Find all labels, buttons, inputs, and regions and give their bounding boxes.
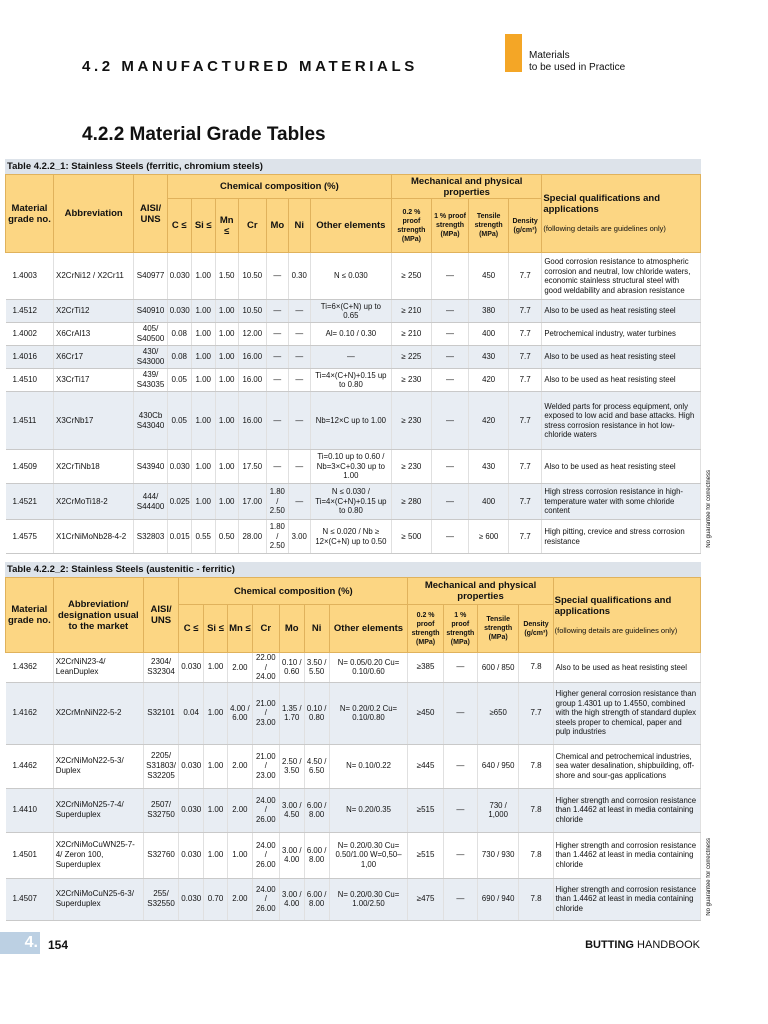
- table-cell: ≥385: [408, 653, 443, 683]
- table-cell: X2CrNiMoN22-5-3/ Duplex: [53, 744, 143, 788]
- side-label-line2: to be used in Practice: [529, 62, 626, 73]
- table-cell: 16.00: [238, 346, 266, 369]
- table-row: [6, 832, 701, 878]
- table-cell: 4.00 / 6.00: [227, 682, 252, 744]
- table-cell: ≥515: [408, 788, 443, 832]
- header-mechanical: Mechanical and physical properties: [408, 578, 553, 605]
- table-cell: 7.7: [508, 253, 541, 300]
- header-chemical: Chemical composition (%): [167, 175, 391, 199]
- table-cell: —: [288, 484, 310, 520]
- header-mn: Mn ≤: [227, 605, 252, 653]
- table-cell: 0.05: [167, 392, 191, 450]
- table-cell: 1.00: [191, 253, 215, 300]
- table-cell: X6Cr17: [54, 346, 134, 369]
- table-cell: X3CrNb17: [54, 392, 134, 450]
- table-cell: 24.00 / 26.00: [252, 788, 279, 832]
- table-cell: Chemical and petrochemical industries, sea water desalination, shipbuilding, off-shore and sour-gas applications: [553, 744, 700, 788]
- table-cell: 1.00: [215, 300, 238, 323]
- section-title: 4.2.2 Material Grade Tables: [82, 124, 326, 145]
- table-cell: Nb=12×C up to 1.00: [310, 392, 391, 450]
- table-ferritic: [5, 159, 701, 554]
- table-cell: N= 0.20/0.30 Cu= 1.00/2.50: [329, 878, 408, 920]
- table-cell: 600 / 850: [477, 653, 518, 683]
- table-cell: 7.7: [508, 346, 541, 369]
- table-cell: 7.7: [519, 682, 553, 744]
- table-cell: 0.030: [179, 744, 204, 788]
- header-ni: Ni: [288, 199, 310, 253]
- table-cell: 1.00: [191, 346, 215, 369]
- table-cell: 7.7: [508, 450, 541, 484]
- table-cell: 1.50: [215, 253, 238, 300]
- table-cell: ≥650: [477, 682, 518, 744]
- table-cell: —: [431, 253, 469, 300]
- header-abbreviation: Abbreviation/ designation usual to the market: [53, 578, 143, 653]
- header-tensile: Tensile strength (MPa): [477, 605, 518, 653]
- header-mn: Mn ≤: [215, 199, 238, 253]
- header-ni: Ni: [304, 605, 329, 653]
- table-cell: N ≤ 0.030 / Ti=4×(C+N)+0.15 up to 0.80: [310, 484, 391, 520]
- table-cell: 0.50: [215, 520, 238, 554]
- table-cell: 1.4512: [6, 300, 54, 323]
- header-chemical: Chemical composition (%): [179, 578, 408, 605]
- table-cell: 1.00: [204, 653, 228, 683]
- header-density: Density (g/cm³): [519, 605, 553, 653]
- table-cell: 1.4462: [6, 744, 54, 788]
- ferritic-table-body: [6, 253, 701, 554]
- table-cell: N= 0.20/0.30 Cu= 0.50/1.00 W=0,50–1,00: [329, 832, 408, 878]
- table-cell: 1.00: [215, 484, 238, 520]
- table-cell: 1.00: [204, 682, 228, 744]
- table-cell: Ti=0.10 up to 0.60 / Nb=3×C+0.30 up to 1.00: [310, 450, 391, 484]
- table-cell: 10.50: [238, 253, 266, 300]
- table-cell: 1.00: [215, 346, 238, 369]
- table-cell: 0.030: [179, 878, 204, 920]
- table-cell: Also to be used as heat resisting steel: [542, 300, 701, 323]
- table-cell: 7.7: [508, 369, 541, 392]
- table-cell: X6CrAl13: [54, 323, 134, 346]
- table-cell: 400: [469, 484, 509, 520]
- table-cell: 4.50 / 6.50: [304, 744, 329, 788]
- table-cell: —: [266, 300, 288, 323]
- table-cell: 7.7: [508, 520, 541, 554]
- table-cell: 7.7: [508, 392, 541, 450]
- table-cell: X2CrTiNb18: [54, 450, 134, 484]
- table-cell: —: [431, 300, 469, 323]
- header-density: Density (g/cm³): [508, 199, 541, 253]
- table-cell: 7.8: [519, 832, 553, 878]
- table-cell: ≥ 225: [392, 346, 432, 369]
- table-cell: Higher strength and corrosion resistance than 1.4462 at least in media containing chloride: [553, 832, 700, 878]
- orange-marker: [505, 34, 522, 72]
- header-grade: Material grade no.: [6, 578, 54, 653]
- table-cell: Higher strength and corrosion resistance than 1.4462 at least in media containing chloride: [553, 878, 700, 920]
- table-cell: 1.4507: [6, 878, 54, 920]
- table-row: [6, 682, 701, 744]
- table-cell: 1.4511: [6, 392, 54, 450]
- header-c: C ≤: [179, 605, 204, 653]
- header-proof02: 0.2 % proof strength (MPa): [408, 605, 443, 653]
- table-cell: 3.00 / 4.00: [279, 878, 304, 920]
- table-cell: ≥450: [408, 682, 443, 744]
- table-cell: ≥ 230: [392, 369, 432, 392]
- table-cell: —: [288, 450, 310, 484]
- table-cell: 1.4501: [6, 832, 54, 878]
- table-cell: —: [443, 653, 477, 683]
- table-cell: 22.00 / 24.00: [252, 653, 279, 683]
- table-cell: 1.00: [227, 832, 252, 878]
- table-cell: S32101: [143, 682, 178, 744]
- table-cell: X2CrTi12: [54, 300, 134, 323]
- header-si: Si ≤: [191, 199, 215, 253]
- table-cell: —: [443, 744, 477, 788]
- table-cell: Petrochemical industry, water turbines: [542, 323, 701, 346]
- table-cell: —: [288, 300, 310, 323]
- table-cell: 439/ S43035: [134, 369, 167, 392]
- table-cell: S32760: [143, 832, 178, 878]
- header-special: [553, 578, 700, 653]
- table-cell: ≥ 280: [392, 484, 432, 520]
- table-row: [6, 253, 701, 300]
- table-cell: 3.00 / 4.50: [279, 788, 304, 832]
- table-row: [6, 323, 701, 346]
- table-cell: 6.00 / 8.00: [304, 832, 329, 878]
- table-row: [6, 300, 701, 323]
- side-label: [529, 50, 625, 74]
- table-cell: X2CrNiMoN25-7-4/ Superduplex: [53, 788, 143, 832]
- disclaimer-note: No guarantee for correctness: [706, 838, 712, 916]
- header-aisi: AISI/ UNS: [134, 175, 167, 253]
- table-cell: 430/ S43000: [134, 346, 167, 369]
- table-cell: 1.00: [204, 744, 228, 788]
- table-cell: ≥445: [408, 744, 443, 788]
- table-cell: 0.30: [288, 253, 310, 300]
- table-cell: 0.04: [179, 682, 204, 744]
- table-cell: 1.80 / 2.50: [266, 484, 288, 520]
- table-cell: 0.030: [167, 253, 191, 300]
- table-cell: 1.00: [191, 450, 215, 484]
- table-row: [6, 484, 701, 520]
- table-cell: ≥ 210: [392, 323, 432, 346]
- table-cell: 1.00: [191, 392, 215, 450]
- table-cell: 0.08: [167, 323, 191, 346]
- table-duplex: [5, 562, 701, 921]
- table-cell: Ti=4×(C+N)+0.15 up to 0.80: [310, 369, 391, 392]
- table-cell: Also to be used as heat resisting steel: [542, 346, 701, 369]
- table-cell: —: [266, 323, 288, 346]
- table-cell: —: [443, 878, 477, 920]
- table-cell: ≥ 500: [392, 520, 432, 554]
- table-cell: Al= 0.10 / 0.30: [310, 323, 391, 346]
- table-cell: —: [431, 520, 469, 554]
- table-cell: 1.00: [191, 369, 215, 392]
- table-cell: 1.00: [191, 484, 215, 520]
- table-cell: 16.00: [238, 392, 266, 450]
- table-cell: —: [431, 450, 469, 484]
- table-cell: 0.08: [167, 346, 191, 369]
- table-row: [6, 744, 701, 788]
- table-cell: 1.4016: [6, 346, 54, 369]
- table-cell: 24.00 / 26.00: [252, 832, 279, 878]
- table-cell: 405/ S40500: [134, 323, 167, 346]
- header-other: Other elements: [310, 199, 391, 253]
- brand-bold: BUTTING: [585, 939, 634, 951]
- table-cell: 0.030: [167, 450, 191, 484]
- table-cell: 380: [469, 300, 509, 323]
- table-cell: 430: [469, 346, 509, 369]
- table-cell: 3.00 / 4.00: [279, 832, 304, 878]
- table-cell: 400: [469, 323, 509, 346]
- table-cell: 1.4521: [6, 484, 54, 520]
- header-grade: Material grade no.: [6, 175, 54, 253]
- table-cell: High stress corrosion resistance in high-temperature water with some chloride content: [542, 484, 701, 520]
- table-cell: Also to be used as heat resisting steel: [542, 450, 701, 484]
- header-other: Other elements: [329, 605, 408, 653]
- table-caption: Table 4.2.2_1: Stainless Steels (ferritic, chromium steels): [5, 159, 701, 174]
- table-row: [6, 392, 701, 450]
- table-cell: 0.55: [191, 520, 215, 554]
- table-cell: X1CrNiMoNb28-4-2: [54, 520, 134, 554]
- table-cell: —: [266, 450, 288, 484]
- table-cell: 16.00: [238, 369, 266, 392]
- table-cell: N ≤ 0.030: [310, 253, 391, 300]
- table-cell: 1.00: [204, 832, 228, 878]
- table-cell: Also to be used as heat resisting steel: [553, 653, 700, 683]
- table-cell: 2205/ S31803/ S32205: [143, 744, 178, 788]
- table-cell: Good corrosion resistance to atmospheric corrosion and neutral, low chloride waters, economic stainless structural steel with good weldability and abrasion resistance: [542, 253, 701, 300]
- ferritic-table: [5, 174, 701, 554]
- table-cell: 1.4362: [6, 653, 54, 683]
- table-row: [6, 878, 701, 920]
- chapter-number-tab: 4.: [0, 932, 40, 954]
- table-cell: 255/ S32550: [143, 878, 178, 920]
- header-mo: Mo: [266, 199, 288, 253]
- table-cell: N= 0.20/0.2 Cu= 0.10/0.80: [329, 682, 408, 744]
- table-caption: Table 4.2.2_2: Stainless Steels (austenitic - ferritic): [5, 562, 701, 577]
- table-cell: 0.025: [167, 484, 191, 520]
- table-cell: —: [443, 788, 477, 832]
- header-special-note: (following details are guidelines only): [554, 625, 678, 635]
- table-cell: S43940: [134, 450, 167, 484]
- table-cell: 0.030: [179, 788, 204, 832]
- side-label-line1: Materials: [529, 50, 570, 61]
- table-cell: S40977: [134, 253, 167, 300]
- table-cell: 430Cb S43040: [134, 392, 167, 450]
- header-proof1: 1 % proof strength (MPa): [443, 605, 477, 653]
- table-cell: N ≤ 0.020 / Nb ≥ 12×(C+N) up to 0.50: [310, 520, 391, 554]
- header-proof02: 0.2 % proof strength (MPa): [392, 199, 432, 253]
- table-cell: X2CrMoTi18-2: [54, 484, 134, 520]
- table-row: [6, 653, 701, 683]
- table-cell: 6.00 / 8.00: [304, 878, 329, 920]
- header-special-note: (following details are guidelines only): [543, 224, 666, 233]
- table-cell: —: [443, 832, 477, 878]
- table-cell: 6.00 / 8.00: [304, 788, 329, 832]
- table-cell: Higher strength and corrosion resistance than 1.4462 at least in media containing chloride: [553, 788, 700, 832]
- table-cell: 730 / 930: [477, 832, 518, 878]
- table-cell: 2.00: [227, 788, 252, 832]
- header-mechanical: Mechanical and physical properties: [392, 175, 542, 199]
- table-cell: 1.35 / 1.70: [279, 682, 304, 744]
- table-cell: —: [266, 369, 288, 392]
- page-number: 154: [48, 938, 69, 952]
- table-cell: 7.8: [519, 653, 553, 683]
- disclaimer-note: No guarantee for correctness: [706, 470, 712, 548]
- table-row: [6, 788, 701, 832]
- header-mo: Mo: [279, 605, 304, 653]
- table-cell: ≥ 600: [469, 520, 509, 554]
- table-cell: 0.015: [167, 520, 191, 554]
- duplex-table: [5, 577, 701, 921]
- table-cell: 17.00: [238, 484, 266, 520]
- table-cell: X3CrTi17: [54, 369, 134, 392]
- table-cell: 1.4002: [6, 323, 54, 346]
- table-cell: X2CrNi12 / X2Cr11: [54, 253, 134, 300]
- table-cell: 7.8: [519, 788, 553, 832]
- table-cell: 7.7: [508, 484, 541, 520]
- table-cell: High pitting, crevice and stress corrosion resistance: [542, 520, 701, 554]
- table-cell: 12.00: [238, 323, 266, 346]
- table-cell: N= 0.20/0.35: [329, 788, 408, 832]
- table-cell: —: [288, 369, 310, 392]
- table-row: [6, 346, 701, 369]
- header-special-title: Special qualifications and applications: [543, 193, 660, 215]
- table-cell: 3.50 / 5.50: [304, 653, 329, 683]
- table-cell: X2CrMnNiN22-5-2: [53, 682, 143, 744]
- table-cell: 7.8: [519, 878, 553, 920]
- header-aisi: AISI/ UNS: [143, 578, 178, 653]
- table-cell: 1.00: [215, 450, 238, 484]
- table-cell: 1.00: [215, 392, 238, 450]
- table-cell: 450: [469, 253, 509, 300]
- table-cell: 24.00 / 26.00: [252, 878, 279, 920]
- table-cell: 444/ S44400: [134, 484, 167, 520]
- chapter-title: 4.2 MANUFACTURED MATERIALS: [82, 58, 418, 75]
- table-cell: —: [288, 392, 310, 450]
- table-cell: —: [443, 682, 477, 744]
- table-cell: 1.00: [191, 300, 215, 323]
- table-cell: 640 / 950: [477, 744, 518, 788]
- table-cell: ≥ 230: [392, 392, 432, 450]
- table-row: [6, 520, 701, 554]
- table-cell: Ti=6×(C+N) up to 0.65: [310, 300, 391, 323]
- table-cell: 7.7: [508, 323, 541, 346]
- table-cell: 1.4509: [6, 450, 54, 484]
- table-cell: N= 0.10/0.22: [329, 744, 408, 788]
- table-cell: Also to be used as heat resisting steel: [542, 369, 701, 392]
- table-cell: 1.00: [215, 323, 238, 346]
- table-cell: 1.4410: [6, 788, 54, 832]
- header-special: [542, 175, 701, 253]
- table-cell: 2.00: [227, 653, 252, 683]
- table-cell: 0.030: [179, 653, 204, 683]
- table-cell: —: [431, 323, 469, 346]
- header-cr: Cr: [238, 199, 266, 253]
- table-cell: 1.00: [204, 788, 228, 832]
- table-cell: 10.50: [238, 300, 266, 323]
- table-cell: —: [266, 392, 288, 450]
- table-cell: X2CrNiMoCuN25-6-3/ Superduplex: [53, 878, 143, 920]
- table-cell: 1.4003: [6, 253, 54, 300]
- table-row: [6, 450, 701, 484]
- table-cell: 420: [469, 392, 509, 450]
- table-cell: 1.00: [191, 323, 215, 346]
- table-cell: 2.00: [227, 744, 252, 788]
- table-cell: X2CrNiN23-4/ LeanDuplex: [53, 653, 143, 683]
- table-cell: S40910: [134, 300, 167, 323]
- table-cell: Welded parts for process equipment, only exposed to low acid and base attacks. High stress corrosion resistance in hot low-chloride waters: [542, 392, 701, 450]
- table-cell: 690 / 940: [477, 878, 518, 920]
- table-cell: 7.8: [519, 744, 553, 788]
- table-cell: 2.00: [227, 878, 252, 920]
- table-cell: 1.00: [215, 369, 238, 392]
- table-cell: —: [431, 346, 469, 369]
- table-cell: —: [266, 253, 288, 300]
- table-cell: 3.00: [288, 520, 310, 554]
- header-si: Si ≤: [204, 605, 228, 653]
- table-cell: —: [288, 346, 310, 369]
- table-cell: ≥515: [408, 832, 443, 878]
- table-cell: 1.4162: [6, 682, 54, 744]
- header-special-title: Special qualifications and applications: [554, 594, 672, 617]
- header-abbreviation: Abbreviation: [54, 175, 134, 253]
- table-row: [6, 369, 701, 392]
- table-cell: 420: [469, 369, 509, 392]
- table-cell: 0.030: [167, 300, 191, 323]
- table-cell: ≥ 230: [392, 450, 432, 484]
- table-cell: —: [266, 346, 288, 369]
- table-cell: X2CrNiMoCuWN25-7-4/ Zeron 100, Superduplex: [53, 832, 143, 878]
- table-cell: S32803: [134, 520, 167, 554]
- table-cell: 2304/ S32304: [143, 653, 178, 683]
- header-cr: Cr: [252, 605, 279, 653]
- table-cell: 7.7: [508, 300, 541, 323]
- table-cell: —: [431, 392, 469, 450]
- table-cell: 730 / 1,000: [477, 788, 518, 832]
- table-cell: Higher general corrosion resistance than group 1.4301 up to 1.4550, combined with the high strength of standard duplex steels proper to chemical, paper and pulp industries: [553, 682, 700, 744]
- table-cell: 21.00 / 23.00: [252, 744, 279, 788]
- header-proof1: 1 % proof strength (MPa): [431, 199, 469, 253]
- table-cell: —: [288, 323, 310, 346]
- table-cell: —: [431, 369, 469, 392]
- table-cell: 0.05: [167, 369, 191, 392]
- table-cell: ≥475: [408, 878, 443, 920]
- brand-rest: HANDBOOK: [633, 939, 700, 951]
- table-cell: —: [310, 346, 391, 369]
- table-cell: 1.80 / 2.50: [266, 520, 288, 554]
- header-c: C ≤: [167, 199, 191, 253]
- table-cell: ≥ 210: [392, 300, 432, 323]
- table-cell: 0.10 / 0.60: [279, 653, 304, 683]
- header-tensile: Tensile strength (MPa): [469, 199, 509, 253]
- table-cell: —: [431, 484, 469, 520]
- table-cell: 17.50: [238, 450, 266, 484]
- table-cell: 430: [469, 450, 509, 484]
- table-cell: 2.50 / 3.50: [279, 744, 304, 788]
- table-cell: 21.00 / 23.00: [252, 682, 279, 744]
- table-cell: 2507/ S32750: [143, 788, 178, 832]
- table-cell: N= 0.05/0.20 Cu= 0.10/0.60: [329, 653, 408, 683]
- table-cell: 1.4575: [6, 520, 54, 554]
- brand-label: [585, 939, 700, 951]
- duplex-table-body: [6, 653, 701, 921]
- table-cell: 0.10 / 0.80: [304, 682, 329, 744]
- table-cell: ≥ 250: [392, 253, 432, 300]
- table-cell: 1.4510: [6, 369, 54, 392]
- table-cell: 0.70: [204, 878, 228, 920]
- table-cell: 28.00: [238, 520, 266, 554]
- table-cell: 0.030: [179, 832, 204, 878]
